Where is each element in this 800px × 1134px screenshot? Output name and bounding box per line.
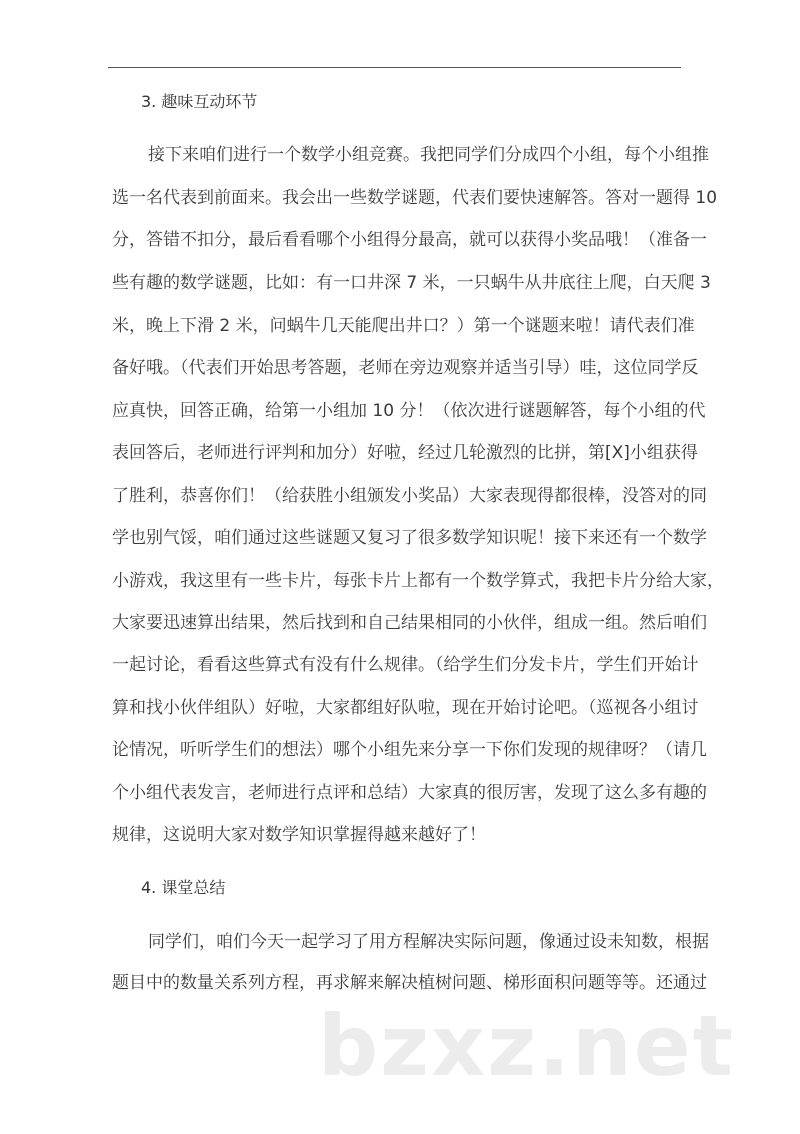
- paragraph-line: 个小组代表发言，老师进行点评和总结）大家真的很厉害，发现了这么多有趣的: [112, 783, 707, 803]
- paragraph-line: 同学们，咱们今天一起学习了用方程解决实际问题，像通过设未知数，根据: [148, 932, 709, 952]
- paragraph-line: 接下来咱们进行一个数学小组竞赛。我把同学们分成四个小组，每个小组推: [148, 145, 709, 165]
- paragraph-line: 小游戏，我这里有一些卡片，每张卡片上都有一个数学算式，我把卡片分给大家，: [112, 571, 724, 591]
- paragraph-line: 一起讨论，看看这些算式有没有什么规律。（给学生们分发卡片，学生们开始计: [112, 655, 699, 675]
- paragraph-line: 选一名代表到前面来。我会出一些数学谜题，代表们要快速解答。答对一题得 10: [112, 188, 718, 208]
- paragraph-line: 分，答错不扣分，最后看看哪个小组得分最高，就可以获得小奖品哦！（准备一: [112, 230, 707, 250]
- paragraph-line: 表回答后，老师进行评判和加分）好啦，经过几轮激烈的比拼，第[X]小组获得: [112, 443, 698, 463]
- header-rule: [108, 67, 681, 68]
- paragraph-line: 些有趣的数学谜题，比如：有一口井深 7 米，一只蜗牛从井底往上爬，白天爬 3: [112, 273, 711, 293]
- section-3-heading: 3. 趣味互动环节: [141, 92, 258, 111]
- paragraph-line: 备好哦。（代表们开始思考答题，老师在旁边观察并适当引导）哇，这位同学反: [112, 358, 699, 378]
- paragraph-line: 米，晚上下滑 2 米，问蜗牛几天能爬出井口？）第一个谜题来啦！请代表们准: [112, 316, 695, 336]
- paragraph-line: 规律，这说明大家对数学知识掌握得越来越好了！: [112, 825, 486, 845]
- paragraph-line: 题目中的数量关系列方程，再求解来解决植树问题、梯形面积问题等等。还通过: [112, 973, 707, 993]
- watermark: bzxz.net: [318, 997, 735, 1095]
- paragraph-line: 算和找小伙伴组队）好啦，大家都组好队啦，现在开始讨论吧。（巡视各小组讨: [112, 698, 699, 718]
- paragraph-line: 了胜利，恭喜你们！（给获胜小组颁发小奖品）大家表现得都很棒，没答对的同: [112, 486, 707, 506]
- paragraph-line: 大家要迅速算出结果，然后找到和自己结果相同的小伙伴，组成一组。然后咱们: [112, 613, 707, 633]
- paragraph-line: 学也别气馁，咱们通过这些谜题又复习了很多数学知识呢！接下来还有一个数学: [112, 528, 707, 548]
- paragraph-line: 应真快，回答正确，给第一小组加 10 分！（依次进行谜题解答，每个小组的代: [112, 401, 706, 421]
- paragraph-line: 论情况，听听学生们的想法）哪个小组先来分享一下你们发现的规律呀？（请几: [112, 740, 707, 760]
- section-4-heading: 4. 课堂总结: [141, 878, 226, 897]
